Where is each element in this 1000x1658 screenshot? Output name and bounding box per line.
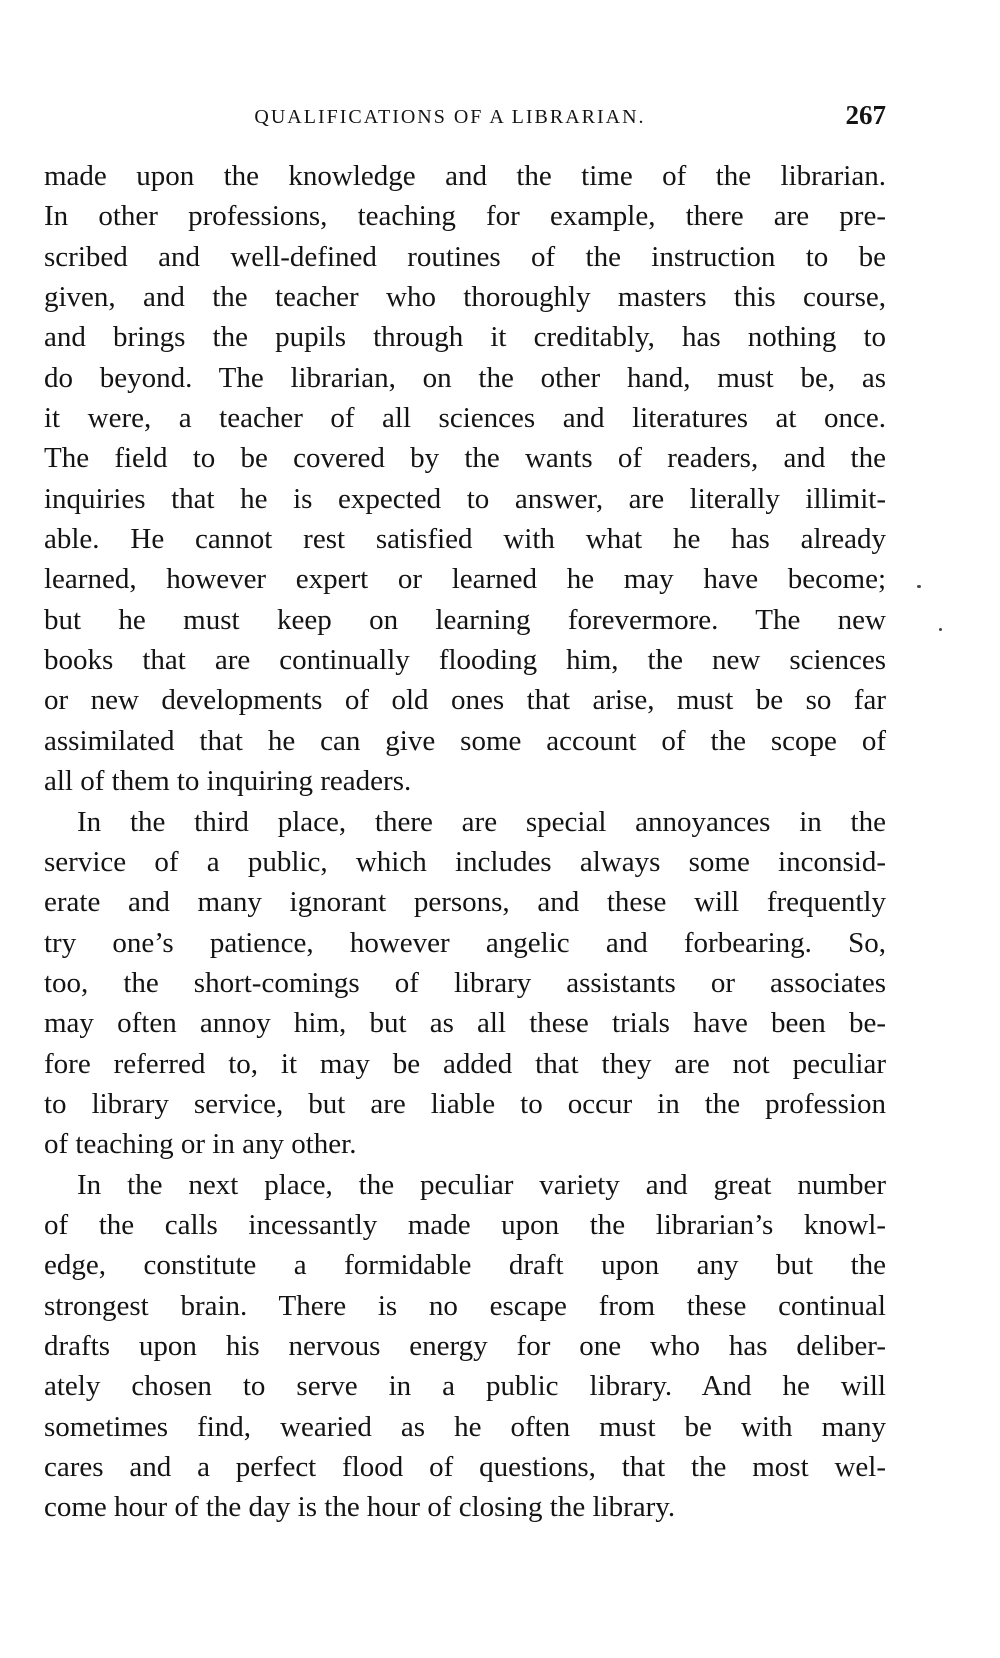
text-line: it were, a teacher of all sciences and literatures at once. — [44, 402, 886, 435]
text-line: edge, constitute a formidable draft upon any but the — [44, 1249, 886, 1282]
body-text — [44, 156, 886, 1528]
text-line: assimilated that he can give some account of the scope of — [44, 724, 886, 757]
text-line: may often annoy him, but as all these trials have been be- — [44, 1007, 886, 1040]
text-line: of the calls incessantly made upon the librarian’s knowl- — [44, 1208, 886, 1241]
text-line: drafts upon his nervous energy for one who has deliber- — [44, 1329, 886, 1362]
text-line: cares and a perfect flood of questions, that the most wel- — [44, 1451, 886, 1483]
text-line: inquiries that he is expected to answer, are literally illimit- — [44, 482, 886, 515]
scan-speck — [917, 585, 921, 588]
text-line: too, the short-comings of library assistants or associates — [44, 966, 886, 999]
text-line: sometimes find, wearied as he often must be with many — [44, 1410, 886, 1443]
running-head — [44, 100, 886, 136]
text-line: or new developments of old ones that arise, must be so far — [44, 684, 886, 717]
text-line: strongest brain. There is no escape from these continual — [44, 1289, 886, 1322]
text-line: do beyond. The librarian, on the other hand, must be, as — [44, 361, 886, 394]
text-line: try one’s patience, however angelic and forbearing. So, — [44, 926, 886, 959]
running-title: QUALIFICATIONS OF A LIBRARIAN. — [254, 106, 646, 128]
text-line: to library service, but are liable to occur in the profession — [44, 1087, 886, 1120]
text-line: service of a public, which includes always some inconsid- — [44, 845, 886, 878]
text-line: of teaching or in any other. — [44, 1128, 357, 1161]
text-line: given, and the teacher who thoroughly masters this course, — [44, 281, 886, 314]
text-line: scribed and well-defined routines of the instruction to be — [44, 240, 886, 273]
text-line: and brings the pupils through it creditably, has nothing to — [44, 321, 886, 354]
text-line: In the next place, the peculiar variety and great number — [77, 1168, 886, 1201]
text-line: The field to be covered by the wants of readers, and the — [44, 442, 886, 475]
text-line: made upon the knowledge and the time of the librarian. — [44, 160, 886, 192]
text-line: all of them to inquiring readers. — [44, 765, 412, 798]
text-line: erate and many ignorant persons, and these will frequently — [44, 886, 886, 919]
text-line: come hour of the day is the hour of closing the library. — [44, 1491, 676, 1524]
text-line: In the third place, there are special annoyances in the — [77, 805, 886, 838]
text-line: fore referred to, it may be added that they are not peculiar — [44, 1047, 886, 1080]
text-line: In other professions, teaching for example, there are pre- — [44, 200, 886, 233]
text-line: ately chosen to serve in a public library. And he will — [44, 1370, 886, 1403]
paragraph — [44, 156, 886, 802]
page-number: 267 — [845, 100, 886, 130]
text-line: learned, however expert or learned he may have become; — [44, 563, 886, 596]
text-line: but he must keep on learning forevermore. The new — [44, 603, 886, 636]
text-line: able. He cannot rest satisfied with what he has already — [44, 523, 886, 556]
paragraph — [44, 1165, 886, 1528]
paragraph — [44, 802, 886, 1165]
scan-speck — [939, 628, 942, 631]
text-line: books that are continually flooding him, the new sciences — [44, 644, 886, 677]
